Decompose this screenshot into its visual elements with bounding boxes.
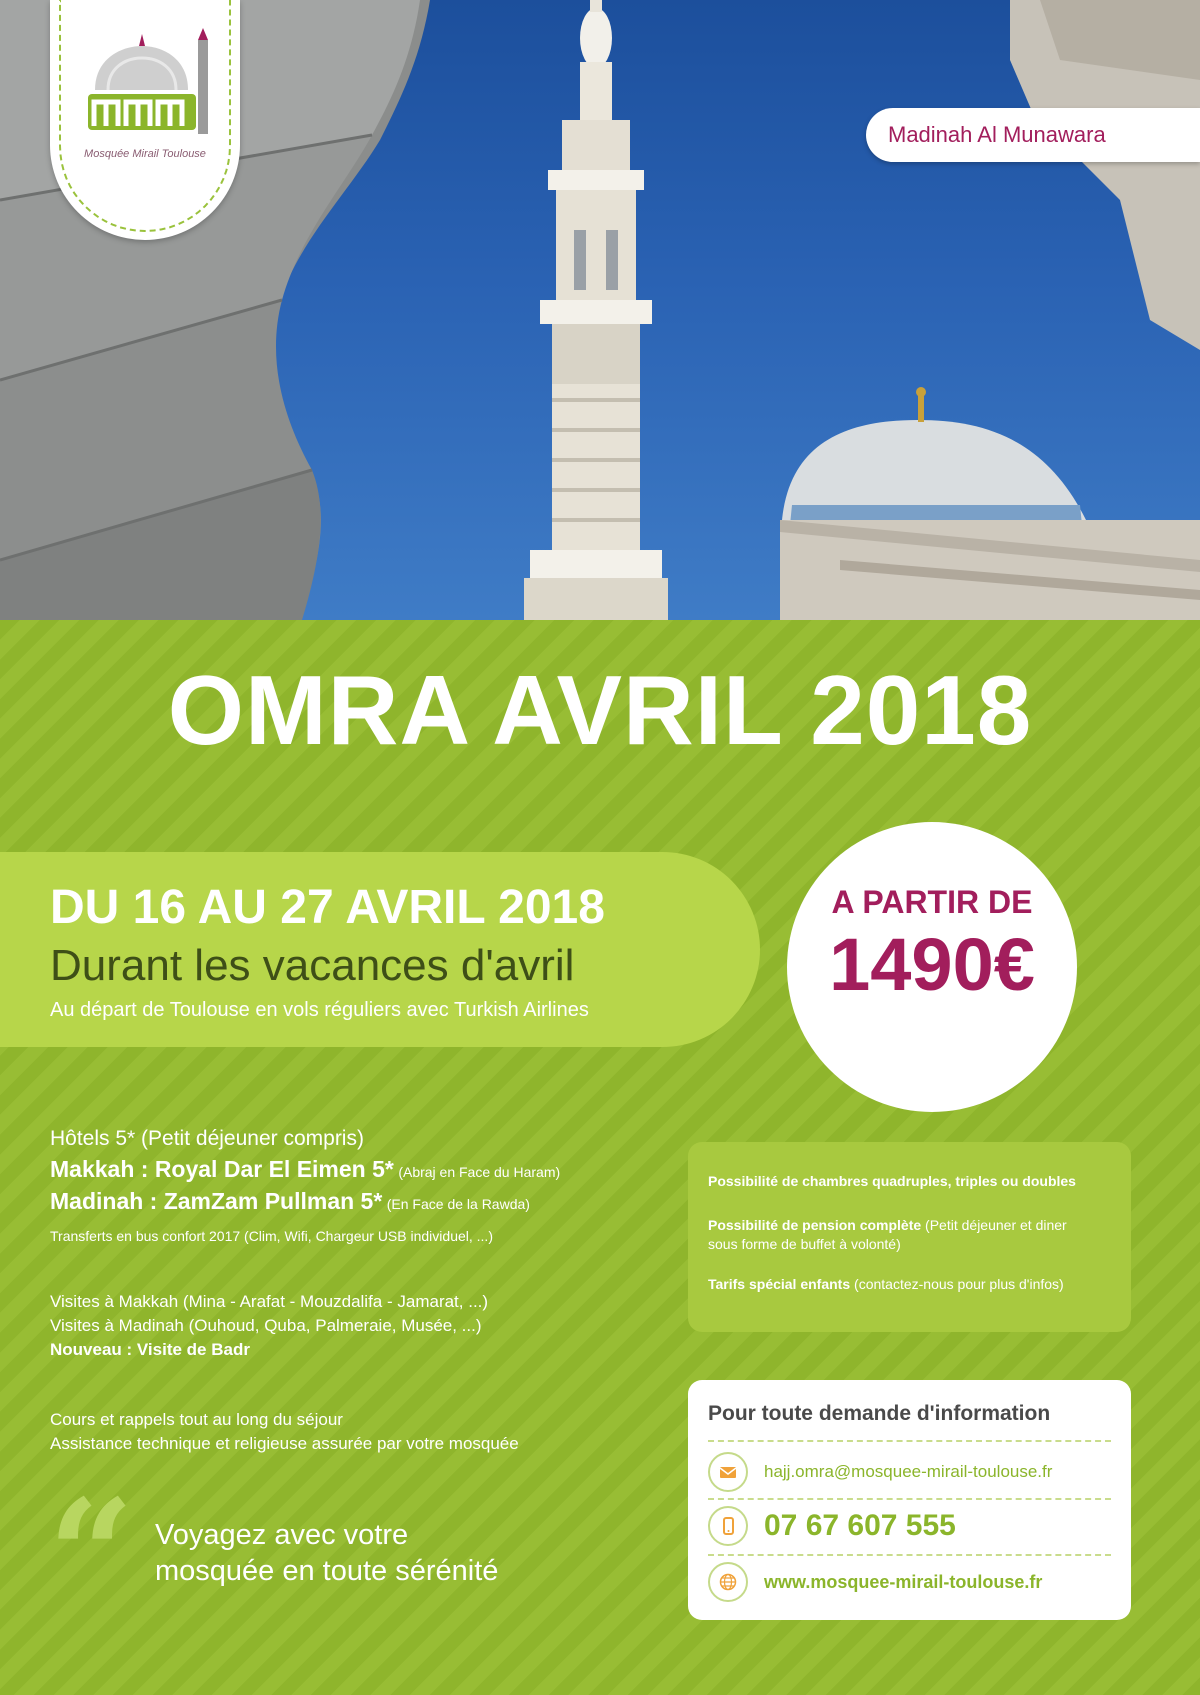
slogan	[155, 1517, 498, 1589]
option-pension-line2: sous forme de buffet à volonté)	[708, 1236, 901, 1252]
page-title: OMRA AVRIL 2018	[167, 655, 1033, 765]
option-pension	[708, 1216, 1118, 1254]
hotels-heading: Hôtels 5* (Petit déjeuner compris)	[50, 1127, 364, 1150]
departure-info: Au départ de Toulouse en vols réguliers avec Turkish Airlines	[50, 999, 589, 1021]
contact-website[interactable]: www.mosquee-mirail-toulouse.fr	[764, 1572, 1043, 1592]
price-label: A PARTIR DE	[831, 884, 1033, 920]
logo-badge	[50, 0, 240, 240]
mosque-logo-icon	[80, 28, 210, 138]
contact-separator	[708, 1440, 1111, 1442]
transfers-info: Transferts en bus confort 2017 (Clim, Wifi, Chargeur USB individuel, ...)	[50, 1228, 493, 1244]
contact-separator	[708, 1498, 1111, 1500]
contact-phone[interactable]: 07 67 607 555	[764, 1509, 956, 1542]
hotel-madinah-note: (En Face de la Rawda)	[386, 1196, 530, 1212]
mosque-photo	[0, 0, 1200, 620]
options-panel	[688, 1142, 1131, 1332]
slogan-line1: Voyagez avec votre	[155, 1519, 409, 1551]
location-pill	[866, 108, 1200, 162]
option-kids	[708, 1275, 1118, 1294]
option-pension-bold: Possibilité de pension complète	[708, 1217, 922, 1233]
hotel-makkah-note: (Abraj en Face du Haram)	[398, 1164, 561, 1180]
slogan-line2: mosquée en toute sérénité	[155, 1555, 499, 1587]
quote-mark-icon: “	[48, 1467, 135, 1643]
price-value: 1490€	[829, 923, 1035, 1006]
visit-badr: Nouveau : Visite de Badr	[50, 1340, 250, 1359]
contact-card	[688, 1380, 1131, 1620]
phone-icon	[708, 1506, 748, 1546]
visits-makkah: Visites à Makkah (Mina - Arafat - Mouzdalifa - Jamarat, ...)	[50, 1292, 489, 1311]
option-rooms-text: Possibilité de chambres quadruples, triples ou doubles	[708, 1173, 1076, 1189]
price-circle	[787, 822, 1077, 1112]
contact-email[interactable]: hajj.omra@mosquee-mirail-toulouse.fr	[764, 1462, 1053, 1481]
contact-title: Pour toute demande d'information	[708, 1402, 1051, 1425]
hotel-madinah-name: Madinah : ZamZam Pullman 5*	[50, 1188, 383, 1214]
email-icon	[708, 1452, 748, 1492]
courses-line1: Cours et rappels tout au long du séjour	[50, 1410, 343, 1429]
logo-caption: Mosquée Mirail Toulouse	[84, 148, 206, 160]
visits-madinah: Visites à Madinah (Ouhoud, Quba, Palmeraie, Musée, ...)	[50, 1316, 482, 1335]
contact-separator	[708, 1554, 1111, 1556]
option-rooms	[708, 1172, 1118, 1191]
option-kids-bold: Tarifs spécial enfants	[708, 1276, 851, 1292]
location-label: Madinah Al Munawara	[888, 122, 1106, 147]
option-pension-rest: (Petit déjeuner et diner	[921, 1217, 1067, 1233]
hotel-makkah	[50, 1156, 560, 1183]
hotel-madinah	[50, 1188, 530, 1215]
dates-headline: DU 16 AU 27 AVRIL 2018	[50, 881, 605, 934]
option-kids-rest: (contactez-nous pour plus d'infos)	[850, 1276, 1064, 1292]
hotel-makkah-name: Makkah : Royal Dar El Eimen 5*	[50, 1156, 394, 1182]
courses-line2: Assistance technique et religieuse assurée par votre mosquée	[50, 1434, 519, 1453]
dates-subtitle: Durant les vacances d'avril	[50, 941, 575, 990]
globe-icon	[708, 1562, 748, 1602]
